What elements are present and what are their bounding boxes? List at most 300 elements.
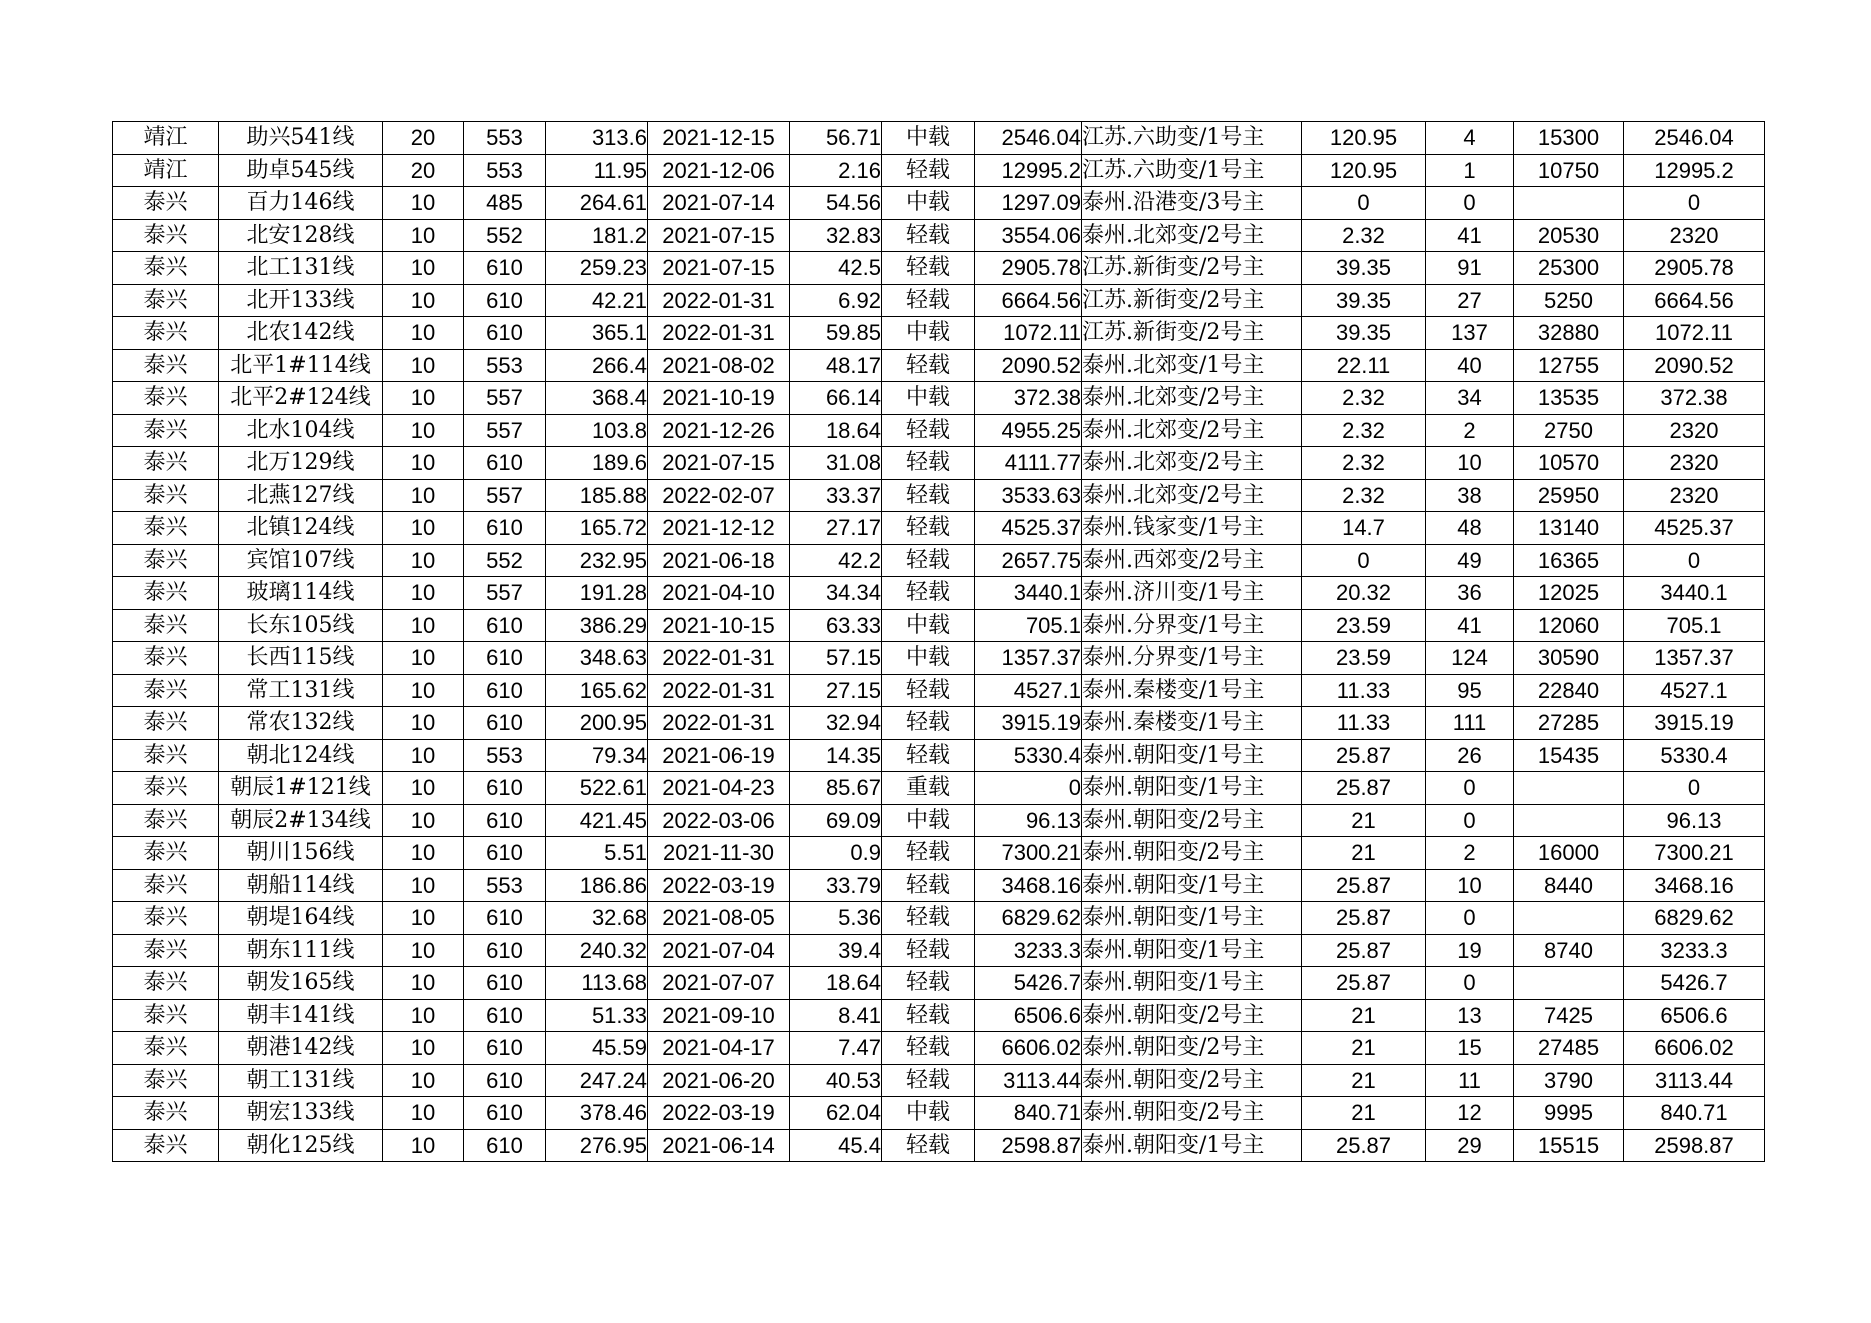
- transformer-value-cell: 21: [1302, 1032, 1426, 1065]
- user-count-cell: 124: [1426, 642, 1514, 675]
- user-count-cell: 27: [1426, 284, 1514, 317]
- line-name-cell: 朝宏133线: [219, 1097, 383, 1130]
- current-cell: 276.95: [546, 1129, 648, 1162]
- user-count-cell: 36: [1426, 577, 1514, 610]
- transformer-cell: 江苏.新街变/2号主: [1082, 284, 1302, 317]
- installed-capacity-cell: 15435: [1514, 739, 1624, 772]
- allowable-capacity-cell: 840.71: [1624, 1097, 1765, 1130]
- installed-capacity-cell: 3790: [1514, 1064, 1624, 1097]
- date-cell: 2021-07-07: [648, 967, 790, 1000]
- load-status-cell: 轻载: [882, 674, 975, 707]
- date-cell: 2021-08-05: [648, 902, 790, 935]
- transformer-cell: 泰州.北郊变/2号主: [1082, 414, 1302, 447]
- table-body: [113, 122, 1765, 1162]
- region-cell: 泰兴: [113, 479, 219, 512]
- table-row: [113, 317, 1765, 350]
- voltage-cell: 10: [383, 642, 464, 675]
- load-rate-cell: 34.34: [790, 577, 882, 610]
- current-cell: 264.61: [546, 187, 648, 220]
- available-capacity-cell: 1357.37: [975, 642, 1082, 675]
- transformer-cell: 泰州.北郊变/1号主: [1082, 349, 1302, 382]
- voltage-cell: 10: [383, 317, 464, 350]
- available-capacity-cell: 3468.16: [975, 869, 1082, 902]
- allowable-capacity-cell: 7300.21: [1624, 837, 1765, 870]
- region-cell: 泰兴: [113, 674, 219, 707]
- transformer-cell: 泰州.北郊变/2号主: [1082, 219, 1302, 252]
- capacity-cell: 610: [464, 934, 546, 967]
- date-cell: 2022-01-31: [648, 284, 790, 317]
- capacity-cell: 610: [464, 609, 546, 642]
- installed-capacity-cell: 22840: [1514, 674, 1624, 707]
- current-cell: 45.59: [546, 1032, 648, 1065]
- date-cell: 2021-10-15: [648, 609, 790, 642]
- current-cell: 348.63: [546, 642, 648, 675]
- region-cell: 泰兴: [113, 999, 219, 1032]
- transformer-value-cell: 11.33: [1302, 707, 1426, 740]
- load-status-cell: 轻载: [882, 707, 975, 740]
- user-count-cell: 0: [1426, 967, 1514, 1000]
- line-name-cell: 百力146线: [219, 187, 383, 220]
- voltage-cell: 10: [383, 1064, 464, 1097]
- available-capacity-cell: 3533.63: [975, 479, 1082, 512]
- transformer-value-cell: 25.87: [1302, 934, 1426, 967]
- allowable-capacity-cell: 6664.56: [1624, 284, 1765, 317]
- load-status-cell: 轻载: [882, 1032, 975, 1065]
- transformer-cell: 江苏.六助变/1号主: [1082, 122, 1302, 155]
- transformer-value-cell: 25.87: [1302, 772, 1426, 805]
- transformer-cell: 泰州.朝阳变/1号主: [1082, 967, 1302, 1000]
- installed-capacity-cell: 30590: [1514, 642, 1624, 675]
- table-row: [113, 967, 1765, 1000]
- available-capacity-cell: 12995.2: [975, 154, 1082, 187]
- voltage-cell: 10: [383, 577, 464, 610]
- date-cell: 2022-03-06: [648, 804, 790, 837]
- capacity-cell: 610: [464, 999, 546, 1032]
- transformer-value-cell: 14.7: [1302, 512, 1426, 545]
- voltage-cell: 10: [383, 284, 464, 317]
- load-rate-cell: 33.79: [790, 869, 882, 902]
- load-rate-cell: 33.37: [790, 479, 882, 512]
- region-cell: 泰兴: [113, 804, 219, 837]
- user-count-cell: 0: [1426, 772, 1514, 805]
- capacity-cell: 557: [464, 382, 546, 415]
- capacity-cell: 610: [464, 902, 546, 935]
- user-count-cell: 41: [1426, 219, 1514, 252]
- load-rate-cell: 62.04: [790, 1097, 882, 1130]
- load-status-cell: 轻载: [882, 544, 975, 577]
- available-capacity-cell: 2546.04: [975, 122, 1082, 155]
- region-cell: 泰兴: [113, 772, 219, 805]
- available-capacity-cell: 4111.77: [975, 447, 1082, 480]
- load-rate-cell: 27.17: [790, 512, 882, 545]
- date-cell: 2021-12-12: [648, 512, 790, 545]
- current-cell: 51.33: [546, 999, 648, 1032]
- available-capacity-cell: 2657.75: [975, 544, 1082, 577]
- capacity-cell: 610: [464, 512, 546, 545]
- region-cell: 泰兴: [113, 447, 219, 480]
- transformer-cell: 泰州.济川变/1号主: [1082, 577, 1302, 610]
- load-rate-cell: 42.5: [790, 252, 882, 285]
- load-rate-cell: 8.41: [790, 999, 882, 1032]
- capacity-cell: 557: [464, 577, 546, 610]
- transformer-cell: 泰州.朝阳变/1号主: [1082, 772, 1302, 805]
- allowable-capacity-cell: 3233.3: [1624, 934, 1765, 967]
- transformer-value-cell: 20.32: [1302, 577, 1426, 610]
- load-rate-cell: 5.36: [790, 902, 882, 935]
- current-cell: 181.2: [546, 219, 648, 252]
- user-count-cell: 40: [1426, 349, 1514, 382]
- user-count-cell: 0: [1426, 804, 1514, 837]
- allowable-capacity-cell: 6606.02: [1624, 1032, 1765, 1065]
- table-row: [113, 837, 1765, 870]
- load-rate-cell: 48.17: [790, 349, 882, 382]
- user-count-cell: 1: [1426, 154, 1514, 187]
- transformer-cell: 泰州.朝阳变/1号主: [1082, 1129, 1302, 1162]
- capacity-cell: 553: [464, 122, 546, 155]
- load-rate-cell: 66.14: [790, 382, 882, 415]
- capacity-cell: 610: [464, 1064, 546, 1097]
- date-cell: 2021-04-17: [648, 1032, 790, 1065]
- capacity-cell: 485: [464, 187, 546, 220]
- load-rate-cell: 14.35: [790, 739, 882, 772]
- current-cell: 165.72: [546, 512, 648, 545]
- table-row: [113, 707, 1765, 740]
- allowable-capacity-cell: 2320: [1624, 447, 1765, 480]
- allowable-capacity-cell: 6829.62: [1624, 902, 1765, 935]
- region-cell: 泰兴: [113, 544, 219, 577]
- capacity-cell: 610: [464, 1032, 546, 1065]
- user-count-cell: 26: [1426, 739, 1514, 772]
- user-count-cell: 91: [1426, 252, 1514, 285]
- transformer-value-cell: 39.35: [1302, 317, 1426, 350]
- load-status-cell: 轻载: [882, 1129, 975, 1162]
- voltage-cell: 10: [383, 414, 464, 447]
- date-cell: 2022-01-31: [648, 674, 790, 707]
- allowable-capacity-cell: 3440.1: [1624, 577, 1765, 610]
- transformer-cell: 泰州.朝阳变/2号主: [1082, 837, 1302, 870]
- user-count-cell: 10: [1426, 447, 1514, 480]
- transformer-value-cell: 25.87: [1302, 1129, 1426, 1162]
- date-cell: 2021-07-15: [648, 447, 790, 480]
- line-name-cell: 朝东111线: [219, 934, 383, 967]
- installed-capacity-cell: 8440: [1514, 869, 1624, 902]
- current-cell: 365.1: [546, 317, 648, 350]
- line-name-cell: 朝船114线: [219, 869, 383, 902]
- capacity-cell: 610: [464, 284, 546, 317]
- table-row: [113, 122, 1765, 155]
- transformer-value-cell: 2.32: [1302, 447, 1426, 480]
- transformer-value-cell: 120.95: [1302, 122, 1426, 155]
- transformer-value-cell: 21: [1302, 837, 1426, 870]
- current-cell: 42.21: [546, 284, 648, 317]
- transformer-cell: 泰州.北郊变/2号主: [1082, 447, 1302, 480]
- transformer-cell: 泰州.秦楼变/1号主: [1082, 674, 1302, 707]
- allowable-capacity-cell: 705.1: [1624, 609, 1765, 642]
- load-status-cell: 轻载: [882, 479, 975, 512]
- date-cell: 2022-01-31: [648, 317, 790, 350]
- voltage-cell: 10: [383, 447, 464, 480]
- transformer-value-cell: 23.59: [1302, 642, 1426, 675]
- load-status-cell: 轻载: [882, 869, 975, 902]
- capacity-cell: 552: [464, 219, 546, 252]
- date-cell: 2022-01-31: [648, 707, 790, 740]
- current-cell: 189.6: [546, 447, 648, 480]
- table-row: [113, 284, 1765, 317]
- load-status-cell: 中载: [882, 122, 975, 155]
- date-cell: 2021-07-15: [648, 219, 790, 252]
- voltage-cell: 10: [383, 902, 464, 935]
- region-cell: 泰兴: [113, 414, 219, 447]
- available-capacity-cell: 5330.4: [975, 739, 1082, 772]
- transformer-value-cell: 25.87: [1302, 739, 1426, 772]
- transformer-cell: 泰州.朝阳变/2号主: [1082, 999, 1302, 1032]
- voltage-cell: 10: [383, 739, 464, 772]
- voltage-cell: 10: [383, 999, 464, 1032]
- user-count-cell: 19: [1426, 934, 1514, 967]
- load-status-cell: 轻载: [882, 447, 975, 480]
- line-name-cell: 宾馆107线: [219, 544, 383, 577]
- region-cell: 泰兴: [113, 642, 219, 675]
- allowable-capacity-cell: 2320: [1624, 219, 1765, 252]
- allowable-capacity-cell: 0: [1624, 544, 1765, 577]
- table-row: [113, 739, 1765, 772]
- voltage-cell: 10: [383, 349, 464, 382]
- user-count-cell: 0: [1426, 902, 1514, 935]
- available-capacity-cell: 6829.62: [975, 902, 1082, 935]
- allowable-capacity-cell: 6506.6: [1624, 999, 1765, 1032]
- load-rate-cell: 69.09: [790, 804, 882, 837]
- load-status-cell: 轻载: [882, 512, 975, 545]
- current-cell: 522.61: [546, 772, 648, 805]
- installed-capacity-cell: [1514, 804, 1624, 837]
- user-count-cell: 0: [1426, 187, 1514, 220]
- voltage-cell: 10: [383, 1129, 464, 1162]
- available-capacity-cell: 3113.44: [975, 1064, 1082, 1097]
- date-cell: 2021-06-19: [648, 739, 790, 772]
- line-name-cell: 助兴541线: [219, 122, 383, 155]
- date-cell: 2021-07-04: [648, 934, 790, 967]
- current-cell: 378.46: [546, 1097, 648, 1130]
- allowable-capacity-cell: 372.38: [1624, 382, 1765, 415]
- load-status-cell: 轻载: [882, 967, 975, 1000]
- installed-capacity-cell: [1514, 772, 1624, 805]
- region-cell: 泰兴: [113, 382, 219, 415]
- capacity-cell: 610: [464, 1129, 546, 1162]
- capacity-cell: 610: [464, 772, 546, 805]
- table-row: [113, 999, 1765, 1032]
- transformer-value-cell: 2.32: [1302, 479, 1426, 512]
- load-status-cell: 中载: [882, 609, 975, 642]
- date-cell: 2021-07-15: [648, 252, 790, 285]
- line-name-cell: 朝川156线: [219, 837, 383, 870]
- line-name-cell: 朝发165线: [219, 967, 383, 1000]
- line-name-cell: 北工131线: [219, 252, 383, 285]
- load-status-cell: 轻载: [882, 219, 975, 252]
- load-status-cell: 轻载: [882, 284, 975, 317]
- installed-capacity-cell: 25300: [1514, 252, 1624, 285]
- line-name-cell: 朝化125线: [219, 1129, 383, 1162]
- load-status-cell: 轻载: [882, 154, 975, 187]
- allowable-capacity-cell: 2905.78: [1624, 252, 1765, 285]
- line-name-cell: 朝堤164线: [219, 902, 383, 935]
- table-row: [113, 1064, 1765, 1097]
- capacity-cell: 553: [464, 869, 546, 902]
- user-count-cell: 15: [1426, 1032, 1514, 1065]
- transformer-cell: 江苏.新街变/2号主: [1082, 252, 1302, 285]
- transformer-cell: 泰州.朝阳变/2号主: [1082, 1064, 1302, 1097]
- load-status-cell: 轻载: [882, 999, 975, 1032]
- table-row: [113, 382, 1765, 415]
- line-name-cell: 北水104线: [219, 414, 383, 447]
- user-count-cell: 48: [1426, 512, 1514, 545]
- transformer-cell: 泰州.分界变/1号主: [1082, 642, 1302, 675]
- allowable-capacity-cell: 2598.87: [1624, 1129, 1765, 1162]
- allowable-capacity-cell: 0: [1624, 187, 1765, 220]
- installed-capacity-cell: 9995: [1514, 1097, 1624, 1130]
- user-count-cell: 2: [1426, 837, 1514, 870]
- table-row: [113, 219, 1765, 252]
- capacity-cell: 553: [464, 349, 546, 382]
- current-cell: 11.95: [546, 154, 648, 187]
- region-cell: 泰兴: [113, 577, 219, 610]
- user-count-cell: 10: [1426, 869, 1514, 902]
- transformer-value-cell: 120.95: [1302, 154, 1426, 187]
- current-cell: 191.28: [546, 577, 648, 610]
- available-capacity-cell: 3915.19: [975, 707, 1082, 740]
- allowable-capacity-cell: 4527.1: [1624, 674, 1765, 707]
- available-capacity-cell: 4527.1: [975, 674, 1082, 707]
- region-cell: 泰兴: [113, 512, 219, 545]
- voltage-cell: 10: [383, 252, 464, 285]
- allowable-capacity-cell: 1072.11: [1624, 317, 1765, 350]
- transformer-cell: 泰州.朝阳变/2号主: [1082, 804, 1302, 837]
- date-cell: 2022-03-19: [648, 869, 790, 902]
- current-cell: 103.8: [546, 414, 648, 447]
- region-cell: 泰兴: [113, 1097, 219, 1130]
- table-row: [113, 349, 1765, 382]
- table-row: [113, 544, 1765, 577]
- capacity-cell: 610: [464, 674, 546, 707]
- load-rate-cell: 59.85: [790, 317, 882, 350]
- allowable-capacity-cell: 2320: [1624, 414, 1765, 447]
- table-row: [113, 642, 1765, 675]
- line-name-cell: 北安128线: [219, 219, 383, 252]
- transformer-cell: 泰州.朝阳变/1号主: [1082, 739, 1302, 772]
- load-rate-cell: 32.83: [790, 219, 882, 252]
- installed-capacity-cell: 2750: [1514, 414, 1624, 447]
- allowable-capacity-cell: 3113.44: [1624, 1064, 1765, 1097]
- load-rate-cell: 31.08: [790, 447, 882, 480]
- transformer-cell: 江苏.新街变/2号主: [1082, 317, 1302, 350]
- region-cell: 泰兴: [113, 967, 219, 1000]
- voltage-cell: 20: [383, 154, 464, 187]
- voltage-cell: 10: [383, 869, 464, 902]
- load-rate-cell: 32.94: [790, 707, 882, 740]
- load-status-cell: 中载: [882, 804, 975, 837]
- transformer-value-cell: 25.87: [1302, 967, 1426, 1000]
- line-name-cell: 朝辰1#121线: [219, 772, 383, 805]
- load-rate-cell: 0.9: [790, 837, 882, 870]
- capacity-cell: 557: [464, 479, 546, 512]
- installed-capacity-cell: 13140: [1514, 512, 1624, 545]
- transformer-cell: 泰州.北郊变/2号主: [1082, 382, 1302, 415]
- current-cell: 32.68: [546, 902, 648, 935]
- load-rate-cell: 7.47: [790, 1032, 882, 1065]
- transformer-cell: 泰州.朝阳变/2号主: [1082, 1032, 1302, 1065]
- region-cell: 泰兴: [113, 609, 219, 642]
- installed-capacity-cell: 25950: [1514, 479, 1624, 512]
- table-row: [113, 1129, 1765, 1162]
- region-cell: 泰兴: [113, 1064, 219, 1097]
- allowable-capacity-cell: 2090.52: [1624, 349, 1765, 382]
- available-capacity-cell: 2598.87: [975, 1129, 1082, 1162]
- available-capacity-cell: 4955.25: [975, 414, 1082, 447]
- date-cell: 2021-10-19: [648, 382, 790, 415]
- available-capacity-cell: 4525.37: [975, 512, 1082, 545]
- user-count-cell: 12: [1426, 1097, 1514, 1130]
- load-rate-cell: 2.16: [790, 154, 882, 187]
- line-name-cell: 常工131线: [219, 674, 383, 707]
- transformer-value-cell: 25.87: [1302, 869, 1426, 902]
- voltage-cell: 10: [383, 219, 464, 252]
- line-name-cell: 朝丰141线: [219, 999, 383, 1032]
- installed-capacity-cell: 10750: [1514, 154, 1624, 187]
- load-rate-cell: 56.71: [790, 122, 882, 155]
- voltage-cell: 10: [383, 544, 464, 577]
- capacity-cell: 610: [464, 967, 546, 1000]
- date-cell: 2021-06-14: [648, 1129, 790, 1162]
- load-status-cell: 中载: [882, 642, 975, 675]
- transformer-value-cell: 21: [1302, 1097, 1426, 1130]
- line-name-cell: 助卓545线: [219, 154, 383, 187]
- current-cell: 79.34: [546, 739, 648, 772]
- available-capacity-cell: 2090.52: [975, 349, 1082, 382]
- current-cell: 368.4: [546, 382, 648, 415]
- transformer-cell: 泰州.朝阳变/2号主: [1082, 1097, 1302, 1130]
- region-cell: 泰兴: [113, 187, 219, 220]
- installed-capacity-cell: 8740: [1514, 934, 1624, 967]
- load-status-cell: 轻载: [882, 837, 975, 870]
- voltage-cell: 10: [383, 479, 464, 512]
- line-name-cell: 北镇124线: [219, 512, 383, 545]
- current-cell: 386.29: [546, 609, 648, 642]
- date-cell: 2021-12-06: [648, 154, 790, 187]
- transformer-cell: 泰州.分界变/1号主: [1082, 609, 1302, 642]
- line-name-cell: 朝北124线: [219, 739, 383, 772]
- user-count-cell: 11: [1426, 1064, 1514, 1097]
- transformer-value-cell: 39.35: [1302, 252, 1426, 285]
- date-cell: 2021-08-02: [648, 349, 790, 382]
- transformer-value-cell: 21: [1302, 804, 1426, 837]
- user-count-cell: 38: [1426, 479, 1514, 512]
- current-cell: 266.4: [546, 349, 648, 382]
- region-cell: 泰兴: [113, 869, 219, 902]
- region-cell: 靖江: [113, 154, 219, 187]
- current-cell: 421.45: [546, 804, 648, 837]
- region-cell: 泰兴: [113, 902, 219, 935]
- date-cell: 2021-09-10: [648, 999, 790, 1032]
- capacity-cell: 610: [464, 1097, 546, 1130]
- available-capacity-cell: 7300.21: [975, 837, 1082, 870]
- installed-capacity-cell: 20530: [1514, 219, 1624, 252]
- available-capacity-cell: 6606.02: [975, 1032, 1082, 1065]
- load-status-cell: 中载: [882, 382, 975, 415]
- available-capacity-cell: 96.13: [975, 804, 1082, 837]
- user-count-cell: 2: [1426, 414, 1514, 447]
- voltage-cell: 10: [383, 707, 464, 740]
- region-cell: 泰兴: [113, 284, 219, 317]
- transformer-value-cell: 25.87: [1302, 902, 1426, 935]
